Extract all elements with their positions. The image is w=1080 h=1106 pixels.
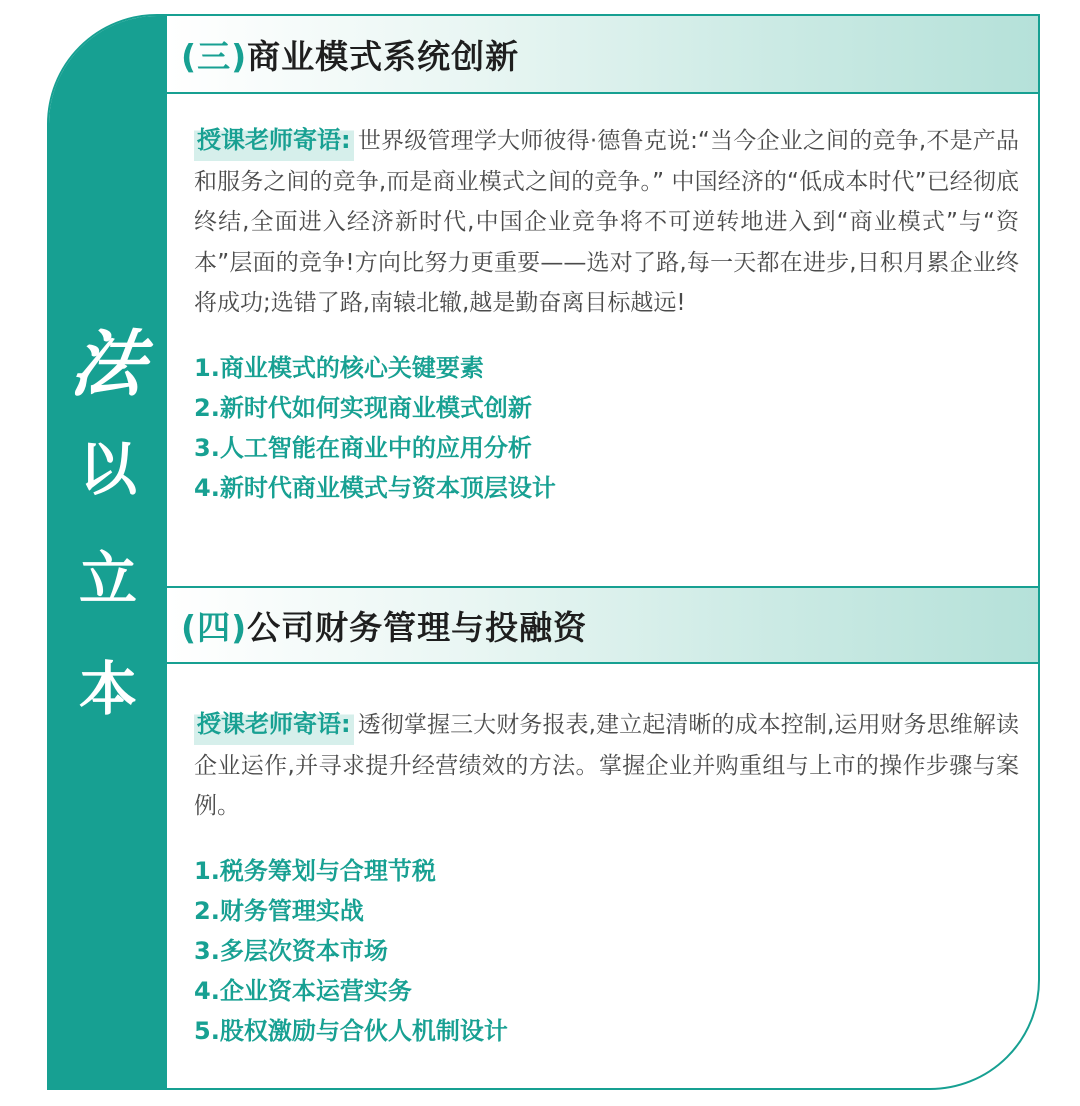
sidebar-char-2: 以 — [78, 435, 137, 503]
teacher-quote — [194, 704, 1019, 827]
topic-item: 1.税务筹划与合理节税 — [194, 856, 436, 885]
topic-list — [194, 348, 1019, 508]
sidebar-char-4: 本 — [78, 655, 137, 723]
topic-item: 3.人工智能在商业中的应用分析 — [194, 433, 532, 462]
section-title-text: 公司财务管理与投融资 — [247, 607, 588, 647]
topic-item: 2.新时代如何实现商业模式创新 — [194, 393, 532, 422]
topic-item: 5.股权激励与合伙人机制设计 — [194, 1016, 508, 1045]
course-card — [47, 14, 1040, 1090]
sidebar-char-3: 立 — [78, 545, 137, 613]
section-title-text: 商业模式系统创新 — [247, 36, 520, 76]
section-header-3 — [167, 16, 1038, 94]
topic-item: 2.财务管理实战 — [194, 896, 364, 925]
section-title — [181, 31, 519, 78]
section-title — [181, 602, 587, 649]
sidebar — [49, 16, 167, 1088]
quote-label: 授课老师寄语: — [194, 120, 354, 161]
topic-list — [194, 851, 1019, 1051]
section-body-4 — [194, 704, 1019, 1051]
sidebar-char-1: 法 — [66, 321, 151, 406]
topic-item: 1.商业模式的核心关键要素 — [194, 353, 484, 382]
section-number: (三) — [181, 36, 248, 76]
section-number: (四) — [181, 607, 248, 647]
sidebar-title — [49, 321, 167, 770]
quote-text: 透彻掌握三大财务报表,建立起清晰的成本控制,运用财务思维解读企业运作,并寻求提升经营绩效的方法。掌握企业并购重组与上市的操作步骤与案例。 — [194, 712, 1019, 819]
topic-item: 4.企业资本运营实务 — [194, 976, 412, 1005]
teacher-quote — [194, 120, 1019, 324]
topic-item: 4.新时代商业模式与资本顶层设计 — [194, 473, 556, 502]
quote-text: 世界级管理学大师彼得·德鲁克说:“当今企业之间的竞争,不是产品和服务之间的竞争,而是商业模式之间的竞争。” 中国经济的“低成本时代”已经彻底终结,全面进入经济新时代,中国企业竞争将不可逆转地进入到“商业模式”与“资本”层面的竞争!方向比努力更重要——选对了路,每一天都在进步,日积月累企业终将成功;选错了路,南辕北辙,越是勤奋离目标越远! — [194, 128, 1019, 316]
section-header-4 — [167, 586, 1038, 664]
section-body-3 — [194, 120, 1019, 508]
quote-label: 授课老师寄语: — [194, 704, 354, 745]
topic-item: 3.多层次资本市场 — [194, 936, 388, 965]
